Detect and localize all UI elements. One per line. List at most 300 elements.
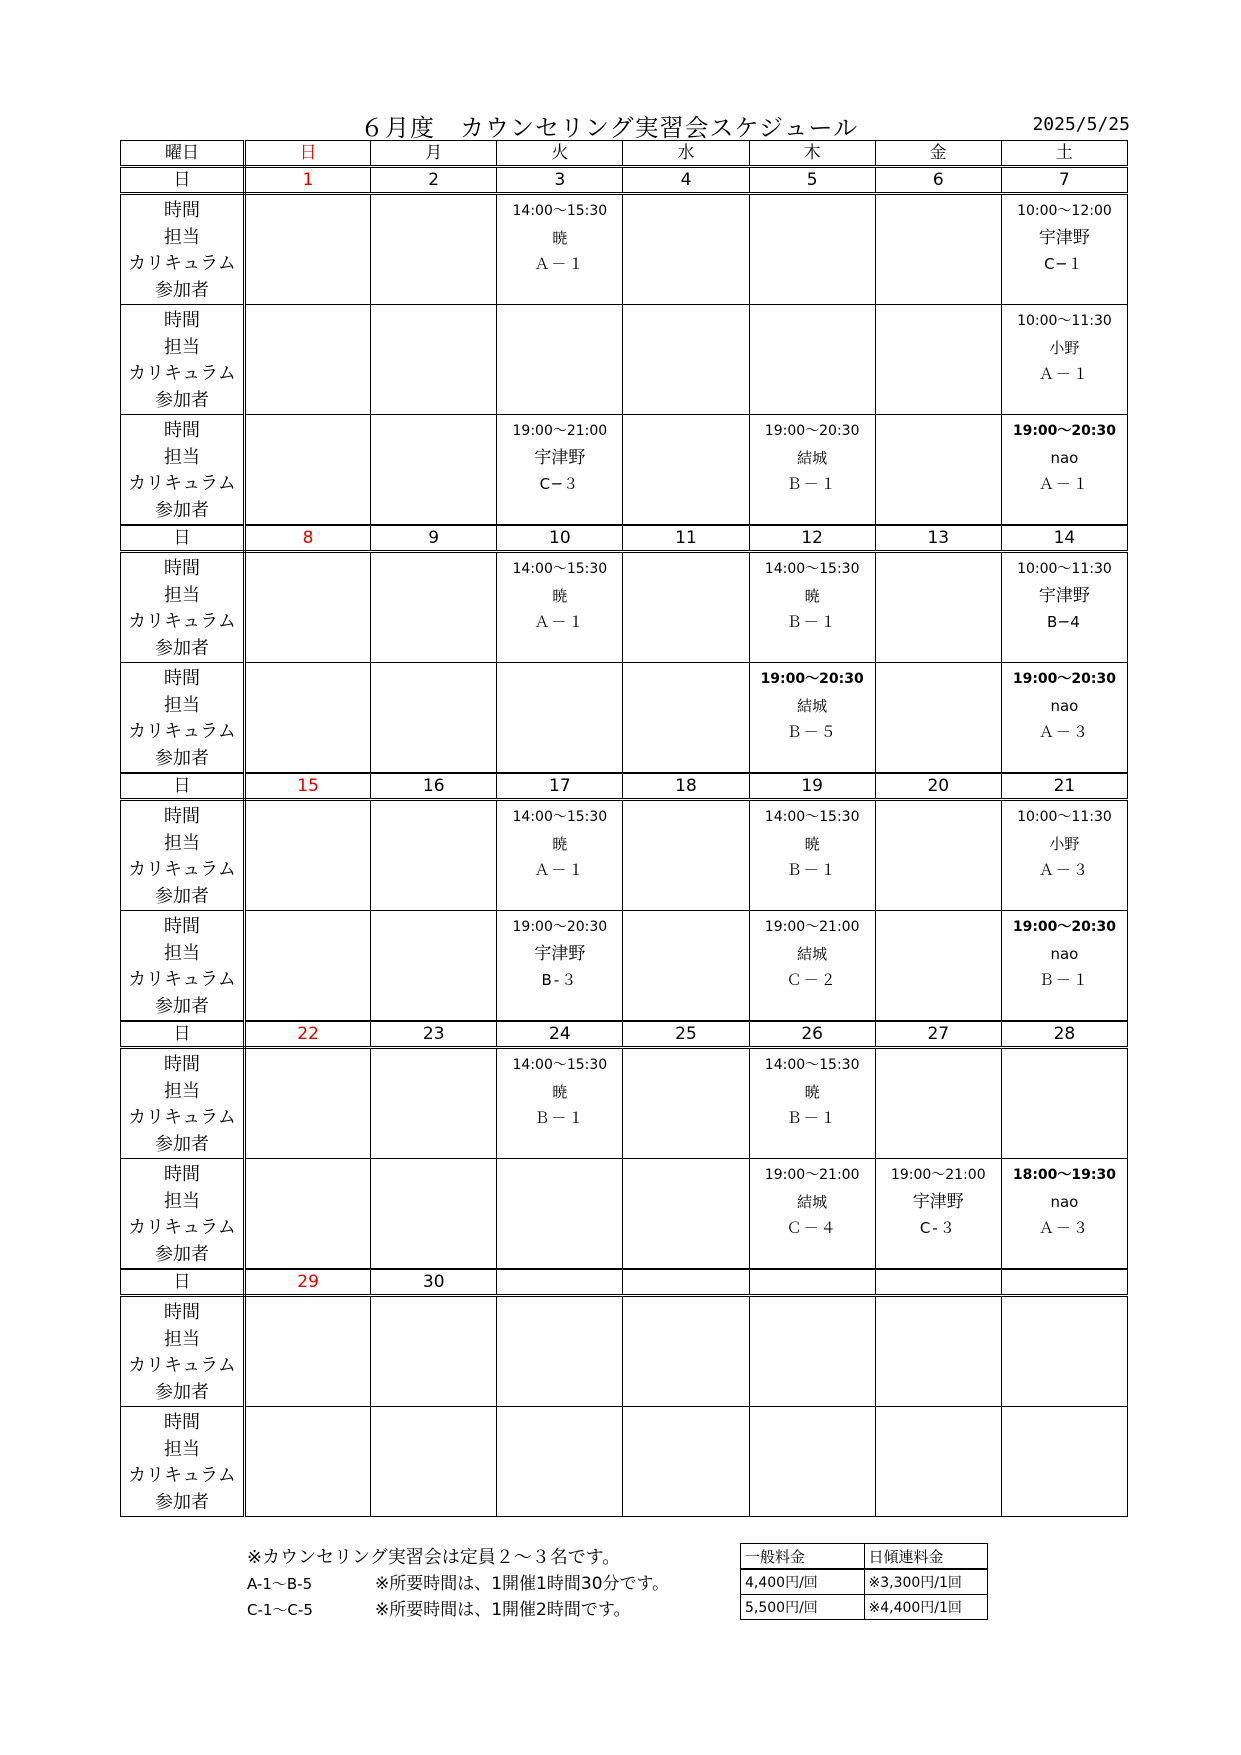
session-person: nao (1050, 449, 1079, 467)
session-cell (497, 305, 623, 415)
price-cell: 4,400円/回 (741, 1569, 865, 1595)
session-time: 19:00～21:00 (890, 1167, 986, 1183)
slot-label: カリキュラム (128, 721, 236, 742)
session-person: 結城 (797, 945, 828, 963)
date-cell: 8 (245, 525, 371, 552)
date-cell: 13 (875, 525, 1001, 552)
date-cell: 29 (245, 1269, 371, 1296)
slot-label: 時間 (164, 1412, 200, 1433)
session (1002, 415, 1127, 496)
session-time: 19:00～20:30 (1012, 919, 1116, 935)
session-time: 14:00～15:30 (512, 561, 608, 577)
date-cell: 7 (1001, 167, 1127, 194)
session-time: 10:00～11:30 (1017, 313, 1112, 329)
session-cell (1001, 1159, 1127, 1270)
slot-label: 担当 (164, 1438, 200, 1460)
session-person: 宇津野 (534, 944, 586, 964)
date-cell: 1 (245, 167, 371, 194)
slot-label: 担当 (164, 1328, 200, 1350)
session (1002, 195, 1127, 276)
session-time: 14:00～15:30 (764, 561, 860, 577)
session-cell (1001, 1407, 1127, 1517)
duration-text: ※所要時間は、1開催1時間30分です。 (375, 1574, 670, 1594)
date-cell: 23 (371, 1021, 497, 1048)
price-header: 日傾連料金 (864, 1544, 988, 1570)
slot-label: 参加者 (155, 995, 209, 1017)
session-cell (875, 552, 1001, 663)
session-course: Ａ－１ (534, 613, 586, 631)
session-cell (371, 1048, 497, 1159)
session-cell (245, 1048, 371, 1159)
session-time: 19:00～20:30 (760, 671, 864, 687)
session-person: 暁 (552, 229, 568, 247)
session-cell (623, 415, 749, 526)
slot-row (121, 911, 1128, 1022)
session-cell (749, 663, 875, 774)
date-cell: 24 (497, 1021, 623, 1048)
session-cell (749, 1407, 875, 1517)
date-cell: 14 (1001, 525, 1127, 552)
slot-labels (121, 1159, 243, 1268)
slot-label-cell (121, 1048, 245, 1159)
page-title: ６月度 カウンセリング実習会スケジュール (360, 114, 859, 142)
session-course: Ｃ－２ (786, 971, 838, 989)
session-time: 19:00～20:30 (1012, 423, 1116, 439)
session (497, 801, 622, 882)
session-time: 10:00～11:30 (1017, 561, 1112, 577)
session-course: Ｂ－１ (1038, 971, 1090, 989)
weekday-0: 日 (245, 141, 371, 167)
session-person: 小野 (1049, 835, 1080, 853)
session (1002, 801, 1127, 882)
price-row (741, 1569, 988, 1595)
slot-labels (121, 911, 243, 1020)
session-cell (749, 1159, 875, 1270)
page-header (120, 108, 1130, 142)
session-cell (245, 1407, 371, 1517)
date-cell (749, 1269, 875, 1296)
session-course: Ｃ－４ (786, 1219, 838, 1237)
course-range: C-1～C-5 (247, 1601, 313, 1619)
session-course: C─３ (539, 475, 581, 493)
session-cell (623, 1048, 749, 1159)
session-person: 暁 (804, 835, 820, 853)
date-cell (1001, 1269, 1127, 1296)
session-cell (875, 415, 1001, 526)
date-cell: 16 (371, 773, 497, 800)
session (1002, 911, 1127, 992)
session-time: 14:00～15:30 (512, 1057, 608, 1073)
session (750, 663, 875, 744)
date-cell: 21 (1001, 773, 1127, 800)
session-cell (749, 194, 875, 305)
session-cell (875, 194, 1001, 305)
duration-note-ab (247, 1571, 747, 1597)
session-cell (623, 911, 749, 1022)
date-cell: 15 (245, 773, 371, 800)
slot-label: 参加者 (155, 1491, 209, 1513)
session-cell (1001, 415, 1127, 526)
day-label: 日 (121, 773, 245, 800)
session-cell (371, 663, 497, 774)
slot-row (121, 663, 1128, 774)
session-cell (497, 1296, 623, 1407)
session-course: Ａ－３ (1038, 861, 1090, 879)
session-person: 宇津野 (1038, 586, 1090, 606)
session-course: Ａ－１ (534, 861, 586, 879)
session-cell (1001, 552, 1127, 663)
session-cell (749, 911, 875, 1022)
session-cell (875, 305, 1001, 415)
session-time: 14:00～15:30 (764, 1057, 860, 1073)
slot-labels (121, 195, 243, 304)
session-person: 宇津野 (534, 448, 586, 468)
date-cell: 30 (371, 1269, 497, 1296)
session-cell (1001, 1296, 1127, 1407)
session-cell (245, 415, 371, 526)
slot-label: 時間 (164, 1164, 200, 1185)
slot-labels (121, 801, 243, 910)
session-cell (371, 194, 497, 305)
date-cell: 26 (749, 1021, 875, 1048)
slot-label-cell (121, 305, 245, 415)
slot-label: 参加者 (155, 1243, 209, 1265)
session-course: B─4 (1046, 613, 1082, 631)
session-time: 14:00～15:30 (764, 809, 860, 825)
slot-label: 参加者 (155, 885, 209, 907)
slot-label: 時間 (164, 806, 200, 827)
date-cell: 28 (1001, 1021, 1127, 1048)
session-person: 小野 (1049, 339, 1080, 357)
session-time: 19:00～21:00 (764, 919, 860, 935)
slot-label: 担当 (164, 694, 200, 716)
date-cell: 27 (875, 1021, 1001, 1048)
weekday-2: 火 (497, 141, 623, 167)
weekday-5: 金 (875, 141, 1001, 167)
session-person: 暁 (804, 1083, 820, 1101)
course-range: A-1～B-5 (247, 1575, 313, 1593)
session-person: 宇津野 (1038, 228, 1090, 248)
session-cell (875, 911, 1001, 1022)
date-cell (875, 1269, 1001, 1296)
date-cell: 18 (623, 773, 749, 800)
session-cell (371, 1407, 497, 1517)
session-person: nao (1050, 945, 1079, 963)
slot-label: カリキュラム (128, 253, 236, 274)
session-cell (749, 415, 875, 526)
weekday-label: 曜日 (121, 141, 245, 167)
session-time: 18:00～19:30 (1012, 1167, 1116, 1183)
session-cell (497, 552, 623, 663)
price-header-row (741, 1544, 988, 1570)
date-cell: 2 (371, 167, 497, 194)
duration-text: ※所要時間は、1開催2時間です。 (375, 1600, 631, 1620)
session-person: nao (1050, 1193, 1079, 1211)
session-course: Ｂ－１ (786, 1109, 838, 1127)
session (750, 1159, 875, 1240)
slot-labels (121, 1407, 243, 1516)
capacity-note: ※カウンセリング実習会は定員２～３名です。 (247, 1547, 621, 1568)
slot-row (121, 552, 1128, 663)
slot-row (121, 194, 1128, 305)
session-cell (1001, 194, 1127, 305)
date-cell: 10 (497, 525, 623, 552)
session-cell (245, 800, 371, 911)
slot-label-cell (121, 415, 245, 526)
session-course: C-３ (919, 1219, 957, 1237)
session-person: nao (1050, 697, 1079, 715)
session-cell (245, 1296, 371, 1407)
slot-row (121, 1407, 1128, 1517)
slot-label: カリキュラム (128, 363, 236, 384)
issue-date: 2025/5/25 (1032, 114, 1130, 135)
weekday-6: 土 (1001, 141, 1127, 167)
session-cell (749, 305, 875, 415)
slot-label: 参加者 (155, 389, 209, 411)
session (497, 415, 622, 496)
session-cell (623, 663, 749, 774)
session-cell (497, 800, 623, 911)
day-label: 日 (121, 525, 245, 552)
date-cell: 19 (749, 773, 875, 800)
price-header: 一般料金 (741, 1544, 865, 1570)
notes (247, 1545, 747, 1623)
session-cell (749, 800, 875, 911)
slot-label: 時間 (164, 1054, 200, 1075)
session-cell (497, 194, 623, 305)
slot-label-cell (121, 552, 245, 663)
weekday-4: 木 (749, 141, 875, 167)
slot-label: 時間 (164, 916, 200, 937)
slot-label-cell (121, 800, 245, 911)
slot-label: 担当 (164, 1080, 200, 1102)
slot-label: 時間 (164, 558, 200, 579)
slot-labels (121, 1297, 243, 1406)
session-person: 宇津野 (912, 1192, 964, 1212)
session-cell (749, 1296, 875, 1407)
date-row (121, 1021, 1128, 1048)
slot-label: 担当 (164, 942, 200, 964)
date-cell (623, 1269, 749, 1296)
session-course: C─１ (1044, 255, 1085, 273)
date-cell: 22 (245, 1021, 371, 1048)
session-cell (371, 1159, 497, 1270)
session-course: Ｂ－１ (786, 861, 838, 879)
duration-note-c (247, 1597, 747, 1623)
slot-label-cell (121, 1407, 245, 1517)
slot-label-cell (121, 663, 245, 774)
slot-label: 時間 (164, 420, 200, 441)
day-label: 日 (121, 167, 245, 194)
session-person: 暁 (552, 1083, 568, 1101)
session-course: Ａ－１ (1038, 475, 1090, 493)
session-time: 14:00～15:30 (512, 203, 608, 219)
session-cell (497, 1048, 623, 1159)
date-row (121, 773, 1128, 800)
weekday-3: 水 (623, 141, 749, 167)
price-cell: ※4,400円/1回 (864, 1595, 988, 1620)
session (750, 553, 875, 634)
slot-row (121, 305, 1128, 415)
slot-label: 担当 (164, 336, 200, 358)
session-time: 19:00～20:30 (512, 919, 608, 935)
session (1002, 663, 1127, 744)
slot-row (121, 1159, 1128, 1270)
session-course: Ｂ－１ (786, 475, 838, 493)
session-course: Ｂ－１ (534, 1109, 586, 1127)
session-course: Ａ－３ (1038, 723, 1090, 741)
session (497, 195, 622, 276)
session-cell (1001, 800, 1127, 911)
slot-label: カリキュラム (128, 1465, 236, 1486)
slot-label: カリキュラム (128, 1107, 236, 1128)
slot-label: 担当 (164, 832, 200, 854)
session-time: 14:00～15:30 (512, 809, 608, 825)
session-person: 暁 (804, 587, 820, 605)
session-course: Ａ－１ (534, 255, 586, 273)
session-cell (623, 194, 749, 305)
session-cell (623, 552, 749, 663)
slot-label-cell (121, 1159, 245, 1270)
session-cell (875, 1407, 1001, 1517)
slot-row (121, 800, 1128, 911)
session-cell (875, 663, 1001, 774)
day-label: 日 (121, 1269, 245, 1296)
session-person: 結城 (797, 697, 828, 715)
session (1002, 553, 1127, 634)
session (750, 415, 875, 496)
slot-labels (121, 663, 243, 772)
slot-label: 参加者 (155, 637, 209, 659)
session-cell (875, 800, 1001, 911)
session-course: Ａ－１ (1038, 365, 1090, 383)
session-cell (623, 800, 749, 911)
date-row (121, 1269, 1128, 1296)
price-cell: 5,500円/回 (741, 1595, 865, 1620)
session-cell (1001, 1048, 1127, 1159)
session-cell (875, 1159, 1001, 1270)
session (750, 911, 875, 992)
price-cell: ※3,300円/1回 (864, 1569, 988, 1595)
date-cell: 25 (623, 1021, 749, 1048)
slot-label-cell (121, 194, 245, 305)
slot-label: 担当 (164, 584, 200, 606)
session-cell (1001, 305, 1127, 415)
session (750, 801, 875, 882)
session-cell (749, 552, 875, 663)
slot-row (121, 415, 1128, 526)
session-cell (371, 911, 497, 1022)
date-cell: 20 (875, 773, 1001, 800)
session (1002, 1159, 1127, 1240)
session-cell (497, 1407, 623, 1517)
session-cell (245, 305, 371, 415)
session (497, 1049, 622, 1130)
session-person: 結城 (797, 1193, 828, 1211)
slot-label: 時間 (164, 200, 200, 221)
price-row (741, 1595, 988, 1620)
slot-label: 担当 (164, 446, 200, 468)
session-cell (497, 1159, 623, 1270)
session-time: 19:00～21:00 (764, 1167, 860, 1183)
slot-labels (121, 415, 243, 524)
slot-row (121, 1048, 1128, 1159)
slot-label: 参加者 (155, 1381, 209, 1403)
session-cell (371, 1296, 497, 1407)
session-cell (245, 1159, 371, 1270)
slot-label: 時間 (164, 310, 200, 331)
session-cell (749, 1048, 875, 1159)
session-person: 暁 (552, 835, 568, 853)
session-cell (371, 415, 497, 526)
session-cell (623, 305, 749, 415)
date-cell: 6 (875, 167, 1001, 194)
price-table (740, 1543, 988, 1620)
session-course: Ａ－３ (1038, 1219, 1090, 1237)
session-cell (245, 663, 371, 774)
slot-label: カリキュラム (128, 473, 236, 494)
slot-labels (121, 1049, 243, 1158)
date-cell: 11 (623, 525, 749, 552)
slot-label: 参加者 (155, 279, 209, 301)
slot-label: 担当 (164, 226, 200, 248)
session-cell (623, 1407, 749, 1517)
slot-label-cell (121, 911, 245, 1022)
session-cell (497, 415, 623, 526)
session-cell (623, 1296, 749, 1407)
day-label: 日 (121, 1021, 245, 1048)
session-person: 暁 (552, 587, 568, 605)
session-person: 結城 (797, 449, 828, 467)
session (876, 1159, 1001, 1240)
slot-label: 参加者 (155, 499, 209, 521)
session-cell (245, 911, 371, 1022)
session-course: B-３ (541, 971, 579, 989)
session (750, 1049, 875, 1130)
slot-label: 時間 (164, 668, 200, 689)
session-cell (623, 1159, 749, 1270)
slot-label: 時間 (164, 1302, 200, 1323)
session-cell (371, 800, 497, 911)
slot-labels (121, 305, 243, 414)
session-cell (497, 663, 623, 774)
schedule-table (120, 140, 1128, 1517)
session-cell (371, 552, 497, 663)
session-cell (1001, 911, 1127, 1022)
slot-label: カリキュラム (128, 969, 236, 990)
slot-label: カリキュラム (128, 859, 236, 880)
session (497, 911, 622, 992)
slot-label: 参加者 (155, 1133, 209, 1155)
session-cell (245, 552, 371, 663)
session (497, 553, 622, 634)
session-course: Ｂ－５ (786, 723, 838, 741)
slot-label-cell (121, 1296, 245, 1407)
session-time: 10:00～12:00 (1017, 203, 1112, 219)
date-cell (497, 1269, 623, 1296)
session-time: 19:00～21:00 (512, 423, 608, 439)
session-time: 19:00～20:30 (1012, 671, 1116, 687)
weekday-header-row (121, 141, 1128, 167)
slot-labels (121, 553, 243, 662)
session-cell (497, 911, 623, 1022)
slot-label: カリキュラム (128, 1355, 236, 1376)
session-time: 19:00～20:30 (764, 423, 860, 439)
slot-label: 参加者 (155, 747, 209, 769)
session-course: Ｂ－１ (786, 613, 838, 631)
weekday-1: 月 (371, 141, 497, 167)
slot-label: 担当 (164, 1190, 200, 1212)
